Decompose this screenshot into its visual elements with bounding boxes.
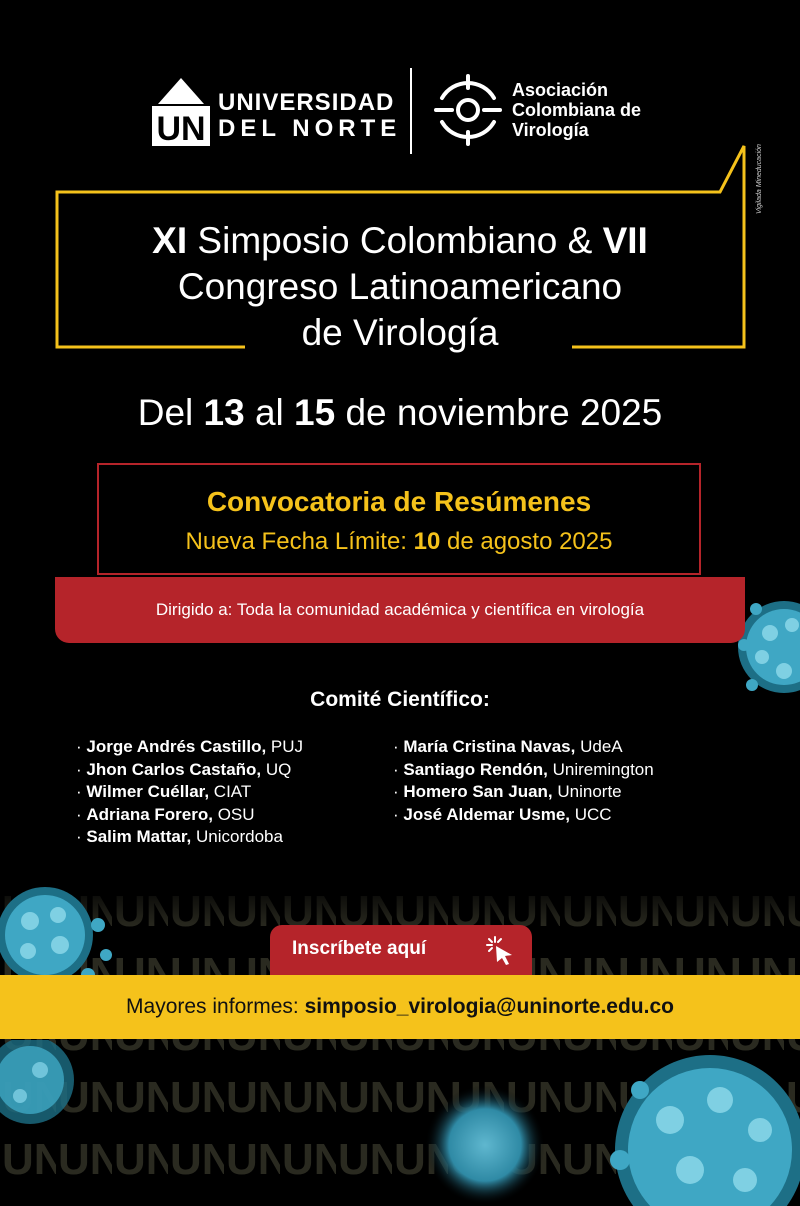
member-affiliation: OSU [212, 804, 255, 824]
title-line-1 [60, 218, 740, 264]
dates-prefix: Del [137, 392, 204, 433]
bullet: · [76, 827, 87, 846]
acv-line-2: Colombiana de [512, 100, 642, 120]
title-roman-xi: XI [152, 220, 188, 261]
acv-line-3: Virología [512, 120, 589, 140]
register-button-label[interactable]: Inscríbete aquí [292, 938, 427, 959]
virus-illustration-bottom-right [560, 1040, 800, 1206]
committee-member [76, 736, 303, 759]
info-text [0, 995, 800, 1019]
dates-end-day: 15 [294, 392, 336, 433]
dates-start-day: 13 [203, 392, 245, 433]
svg-text:UN: UN [156, 110, 206, 146]
virus-illustration-bottom-center [420, 1085, 550, 1206]
member-affiliation: CIAT [209, 782, 252, 801]
bullet: · [393, 737, 404, 756]
title-line-3: de Virología [301, 312, 499, 353]
committee-member [76, 826, 303, 849]
title-part-1: Simposio Colombiano & [187, 220, 603, 261]
committee-member [76, 781, 303, 804]
deadline-suffix: de agosto 2025 [440, 528, 613, 555]
event-dates [40, 392, 760, 434]
event-title [60, 218, 740, 356]
committee-list-right [393, 736, 654, 826]
member-affiliation: UQ [261, 759, 292, 779]
call-for-abstracts-box [97, 463, 701, 575]
member-name: Santiago Rendón, [403, 759, 548, 779]
member-affiliation: Unicordoba [191, 827, 283, 846]
bullet: · [76, 759, 87, 779]
member-name: Adriana Forero, [86, 804, 213, 824]
committee-member [393, 736, 654, 759]
member-name: Wilmer Cuéllar, [86, 782, 210, 801]
call-deadline [97, 528, 701, 556]
member-name: Salim Mattar, [86, 827, 192, 846]
member-affiliation: PUJ [266, 737, 304, 756]
title-line-2: Congreso Latinoamericano [177, 266, 623, 307]
cursor-click-icon[interactable] [485, 935, 515, 967]
audience-text: Dirigido a: Toda la comunidad académica y científica en virología [155, 600, 645, 619]
member-name: María Cristina Navas, [403, 737, 576, 756]
member-affiliation: UdeA [575, 737, 623, 756]
member-affiliation: UCC [570, 804, 612, 824]
committee-member [393, 759, 654, 782]
virus-illustration-bottom-left [0, 1040, 110, 1140]
committee-member [76, 804, 303, 827]
member-affiliation: Uniremington [547, 759, 654, 779]
member-name: Jhon Carlos Castaño, [86, 759, 262, 779]
member-name: Homero San Juan, [403, 782, 553, 801]
bullet: · [393, 782, 404, 801]
info-email[interactable]: simposio_virologia@uninorte.edu.co [304, 995, 674, 1018]
committee-member [393, 781, 654, 804]
member-name: Jorge Andrés Castillo, [86, 737, 267, 756]
member-name: José Aldemar Usme, [403, 804, 571, 824]
committee-member [393, 804, 654, 827]
un-line-2: DEL NORTE [218, 115, 402, 142]
bullet: · [76, 782, 87, 801]
dates-suffix: de noviembre 2025 [335, 392, 663, 433]
committee-member [76, 759, 303, 782]
deadline-day: 10 [413, 528, 441, 555]
dates-middle: al [244, 392, 295, 433]
deadline-prefix: Nueva Fecha Límite: [185, 528, 414, 555]
bullet: · [393, 804, 404, 824]
bullet: · [76, 804, 87, 824]
bullet: · [393, 759, 404, 779]
acv-line-1: Asociación [512, 80, 609, 100]
un-line-1: UNIVERSIDAD [218, 89, 395, 116]
vigilada-mineducacion-label: Vigilada Mineducación [756, 144, 763, 214]
title-roman-vii: VII [602, 220, 648, 261]
call-for-abstracts-title: Convocatoria de Resúmenes [206, 486, 592, 517]
committee-title: Comité Científico: [310, 688, 490, 711]
member-affiliation: Uninorte [552, 782, 622, 801]
bullet: · [76, 737, 87, 756]
info-prefix: Mayores informes: [126, 995, 305, 1018]
committee-list-left [76, 736, 303, 849]
